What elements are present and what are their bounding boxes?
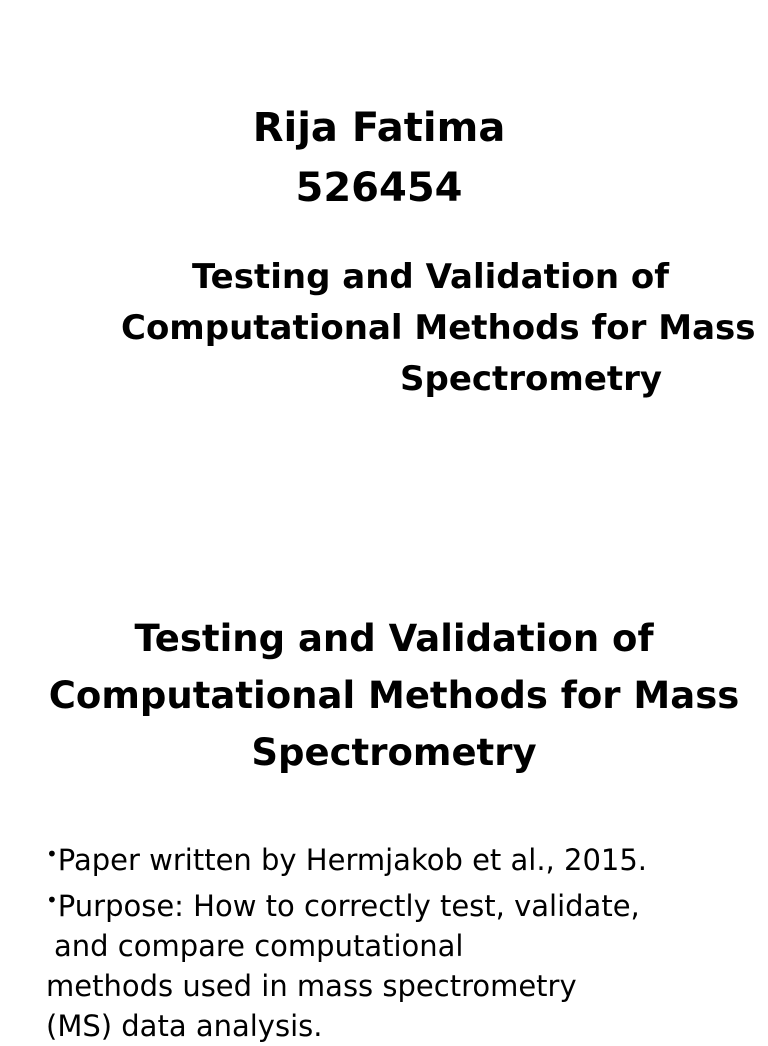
bullet-marker: • [46,888,58,912]
bullet-item [46,834,746,880]
bullet-list [46,834,746,1046]
title-line: Computational Methods for Mass [121,308,756,348]
bullet-text-continuation: and compare computational [54,929,464,963]
title-line: Computational Methods for Mass [48,674,740,717]
title-slide [0,0,768,512]
title-line: Spectrometry [400,359,663,399]
title-line: Testing and Validation of [192,257,670,297]
content-slide [0,512,768,1043]
bullet-marker: • [46,842,58,866]
bullet-text-continuation: methods used in mass spectrometry [46,969,577,1003]
bullet-text: Purpose: How to correctly test, validate, [57,889,640,923]
presentation-title [0,252,768,405]
title-line: Spectrometry [251,731,537,774]
author-name: Rija Fatima [252,105,506,151]
bullet-item [46,880,746,926]
title-line: Testing and Validation of [134,617,654,660]
student-id: 526454 [295,165,463,211]
bullet-text: Paper written by Hermjakob et al., 2015. [57,843,648,877]
bullet-text-continuation: (MS) data analysis. [46,1009,323,1043]
slide-title [20,610,768,781]
